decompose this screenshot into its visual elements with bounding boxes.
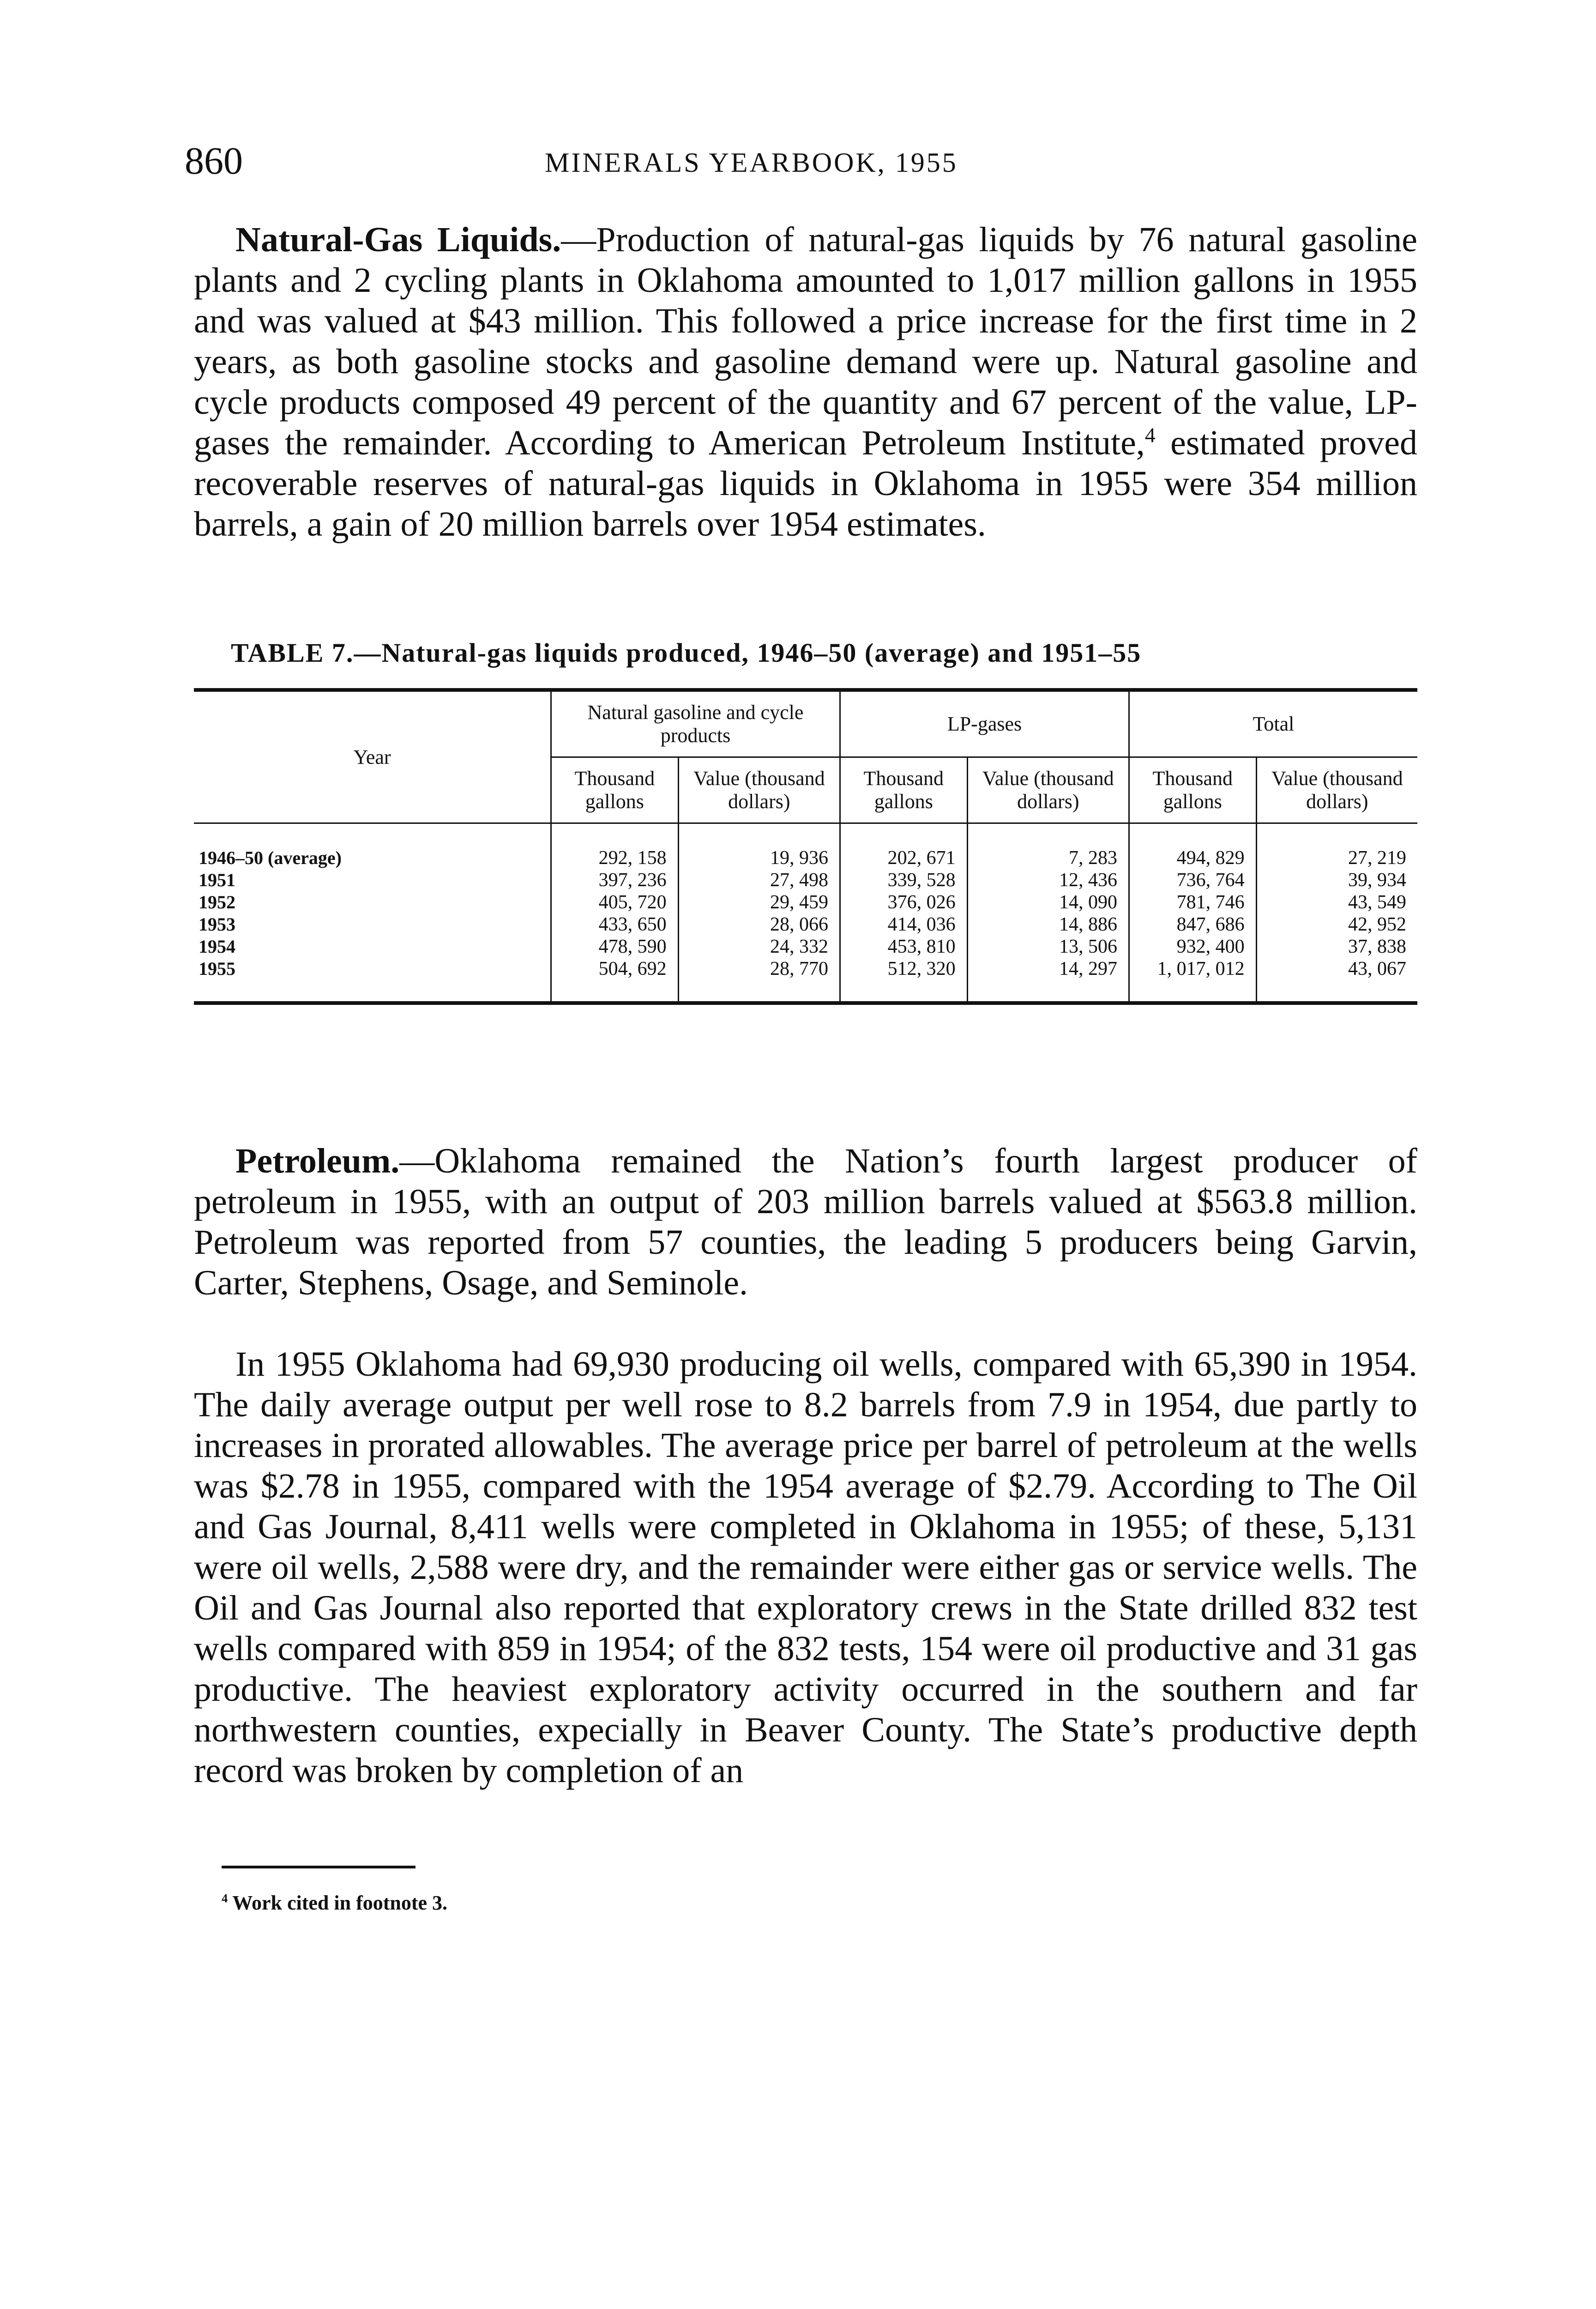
row-year: 1946–50 (average) xyxy=(199,847,342,868)
table-row xyxy=(194,936,1417,958)
row-year: 1955 xyxy=(194,958,551,1003)
paragraph-petroleum xyxy=(194,1141,1417,1303)
table-cell: 512, 320 xyxy=(840,958,967,1003)
table-cell: 43, 067 xyxy=(1256,958,1417,1003)
table-cell: 28, 770 xyxy=(678,958,840,1003)
page-number: 860 xyxy=(185,139,243,182)
sub-header-value: Value (thousand dollars) xyxy=(1256,757,1417,823)
table-cell: 39, 934 xyxy=(1256,869,1417,891)
table-cell: 24, 332 xyxy=(678,936,840,958)
group-header-total: Total xyxy=(1129,690,1417,757)
table-cell: 43, 549 xyxy=(1256,891,1417,913)
table-row xyxy=(194,823,1417,870)
running-head xyxy=(185,139,1431,194)
row-year: 1952 xyxy=(199,892,235,913)
table-cell: 12, 436 xyxy=(967,869,1129,891)
table-cell: 494, 829 xyxy=(1129,823,1256,870)
table-cell: 292, 158 xyxy=(551,823,679,870)
table-row xyxy=(194,891,1417,913)
run-in-heading-natural-gas-liquids: Natural-Gas Liquids. xyxy=(235,220,561,259)
sub-header-thousand-gallons: Thousand gallons xyxy=(840,757,967,823)
running-title: MINERALS YEARBOOK, 1955 xyxy=(545,147,958,178)
table-cell: 376, 026 xyxy=(840,891,967,913)
table-cell: 504, 692 xyxy=(551,958,679,1003)
footnote-text: Work cited in footnote 3. xyxy=(228,1892,448,1914)
sub-header-thousand-gallons: Thousand gallons xyxy=(1129,757,1256,823)
year-column-header: Year xyxy=(194,690,551,823)
table-cell: 14, 090 xyxy=(967,891,1129,913)
table-cell: 7, 283 xyxy=(967,823,1129,870)
row-year: 1953 xyxy=(199,914,235,935)
paragraph-text: —Oklahoma remained the Nation’s fourth largest producer of petroleum in 1955, with an output of 203 million barrels valued at $563.8 million. Petroleum was reported from 57 counties, the leading 5 producers being Garvin, Carter, Stephens, Osage, and Seminole. xyxy=(194,1142,1417,1302)
table-cell: 414, 036 xyxy=(840,913,967,936)
table-row xyxy=(194,958,1417,1003)
table-cell: 27, 219 xyxy=(1256,823,1417,870)
table-cell: 478, 590 xyxy=(551,936,679,958)
footnote-mark: 4 xyxy=(222,1891,228,1905)
table-cell: 453, 810 xyxy=(840,936,967,958)
table-cell: 202, 671 xyxy=(840,823,967,870)
table-cell: 28, 066 xyxy=(678,913,840,936)
sub-header-value: Value (thousand dollars) xyxy=(678,757,840,823)
table-cell: 433, 650 xyxy=(551,913,679,936)
table-cell: 19, 936 xyxy=(678,823,840,870)
sub-header-value: Value (thousand dollars) xyxy=(967,757,1129,823)
footnote xyxy=(222,1891,447,1915)
sub-header-thousand-gallons: Thousand gallons xyxy=(551,757,679,823)
footnote-reference: 4 xyxy=(1144,423,1156,447)
table-cell: 781, 746 xyxy=(1129,891,1256,913)
natural-gas-liquids-table xyxy=(194,688,1417,1005)
footnote-divider xyxy=(222,1866,416,1868)
paragraph-oil-wells: In 1955 Oklahoma had 69,930 producing oil wells, compared with 65,390 in 1954. The daily average output per well rose to 8.2 barrels from 7.9 in 1954, due partly to increases in prorated allowables. The average price per barrel of petroleum at the wells was $2.78 in 1955, compared with the 1954 average of $2.79. According to The Oil and Gas Journal, 8,411 wells were completed in Oklahoma in 1955; of these, 5,131 were oil wells, 2,588 were dry, and the remainder were either gas or service wells. The Oil and Gas Journal also reported that exploratory crews in the State drilled 832 test wells compared with 859 in 1954; of the 832 tests, 154 were oil productive and 31 gas productive. The heaviest exploratory activity occurred in the southern and far northwestern counties, expecially in Beaver County. The State’s productive depth record was broken by completion of an xyxy=(194,1345,1417,1790)
row-year: 1951 xyxy=(199,870,235,890)
table-cell: 42, 952 xyxy=(1256,913,1417,936)
table-7 xyxy=(194,688,1417,1005)
group-header-natural-gasoline: Natural gasoline and cycle products xyxy=(551,690,840,757)
table-cell: 13, 506 xyxy=(967,936,1129,958)
table-cell: 339, 528 xyxy=(840,869,967,891)
row-year: 1954 xyxy=(199,936,235,957)
table-cell: 14, 886 xyxy=(967,913,1129,936)
table-row xyxy=(194,869,1417,891)
table-cell: 736, 764 xyxy=(1129,869,1256,891)
table-cell: 397, 236 xyxy=(551,869,679,891)
table-row xyxy=(194,913,1417,936)
table-cell: 1, 017, 012 xyxy=(1129,958,1256,1003)
table-cell: 932, 400 xyxy=(1129,936,1256,958)
table-cell: 29, 459 xyxy=(678,891,840,913)
table-cell: 14, 297 xyxy=(967,958,1129,1003)
paragraph-text: —Production of natural-gas liquids by 76 natural gasoline plants and 2 cycling plants in Oklahoma amounted to 1,017 million gallons in 1955 and was valued at $43 million. This followed a price increase for the first time in 2 years, as both gasoline stocks and gasoline demand were up. Natural gasoline and cycle products composed 49 percent of the quantity and 67 percent of the value, LP-gases the remainder. According to American Petroleum Institute, xyxy=(194,220,1417,462)
paragraph-text-continued: estimated proved recoverable reserves of natural-gas liquids in Oklahoma in 1955 were 354 million barrels, a gain of 20 million barrels over 1954 estimates. xyxy=(194,423,1417,544)
table-cell: 405, 720 xyxy=(551,891,679,913)
table-cell: 27, 498 xyxy=(678,869,840,891)
group-header-lp-gases: LP-gases xyxy=(840,690,1129,757)
table-cell: 37, 838 xyxy=(1256,936,1417,958)
table-title: TABLE 7.—Natural-gas liquids produced, 1946–50 (average) and 1951–55 xyxy=(231,638,1142,668)
paragraph-natural-gas-liquids xyxy=(194,219,1417,544)
run-in-heading-petroleum: Petroleum. xyxy=(235,1142,400,1180)
table-cell: 847, 686 xyxy=(1129,913,1256,936)
